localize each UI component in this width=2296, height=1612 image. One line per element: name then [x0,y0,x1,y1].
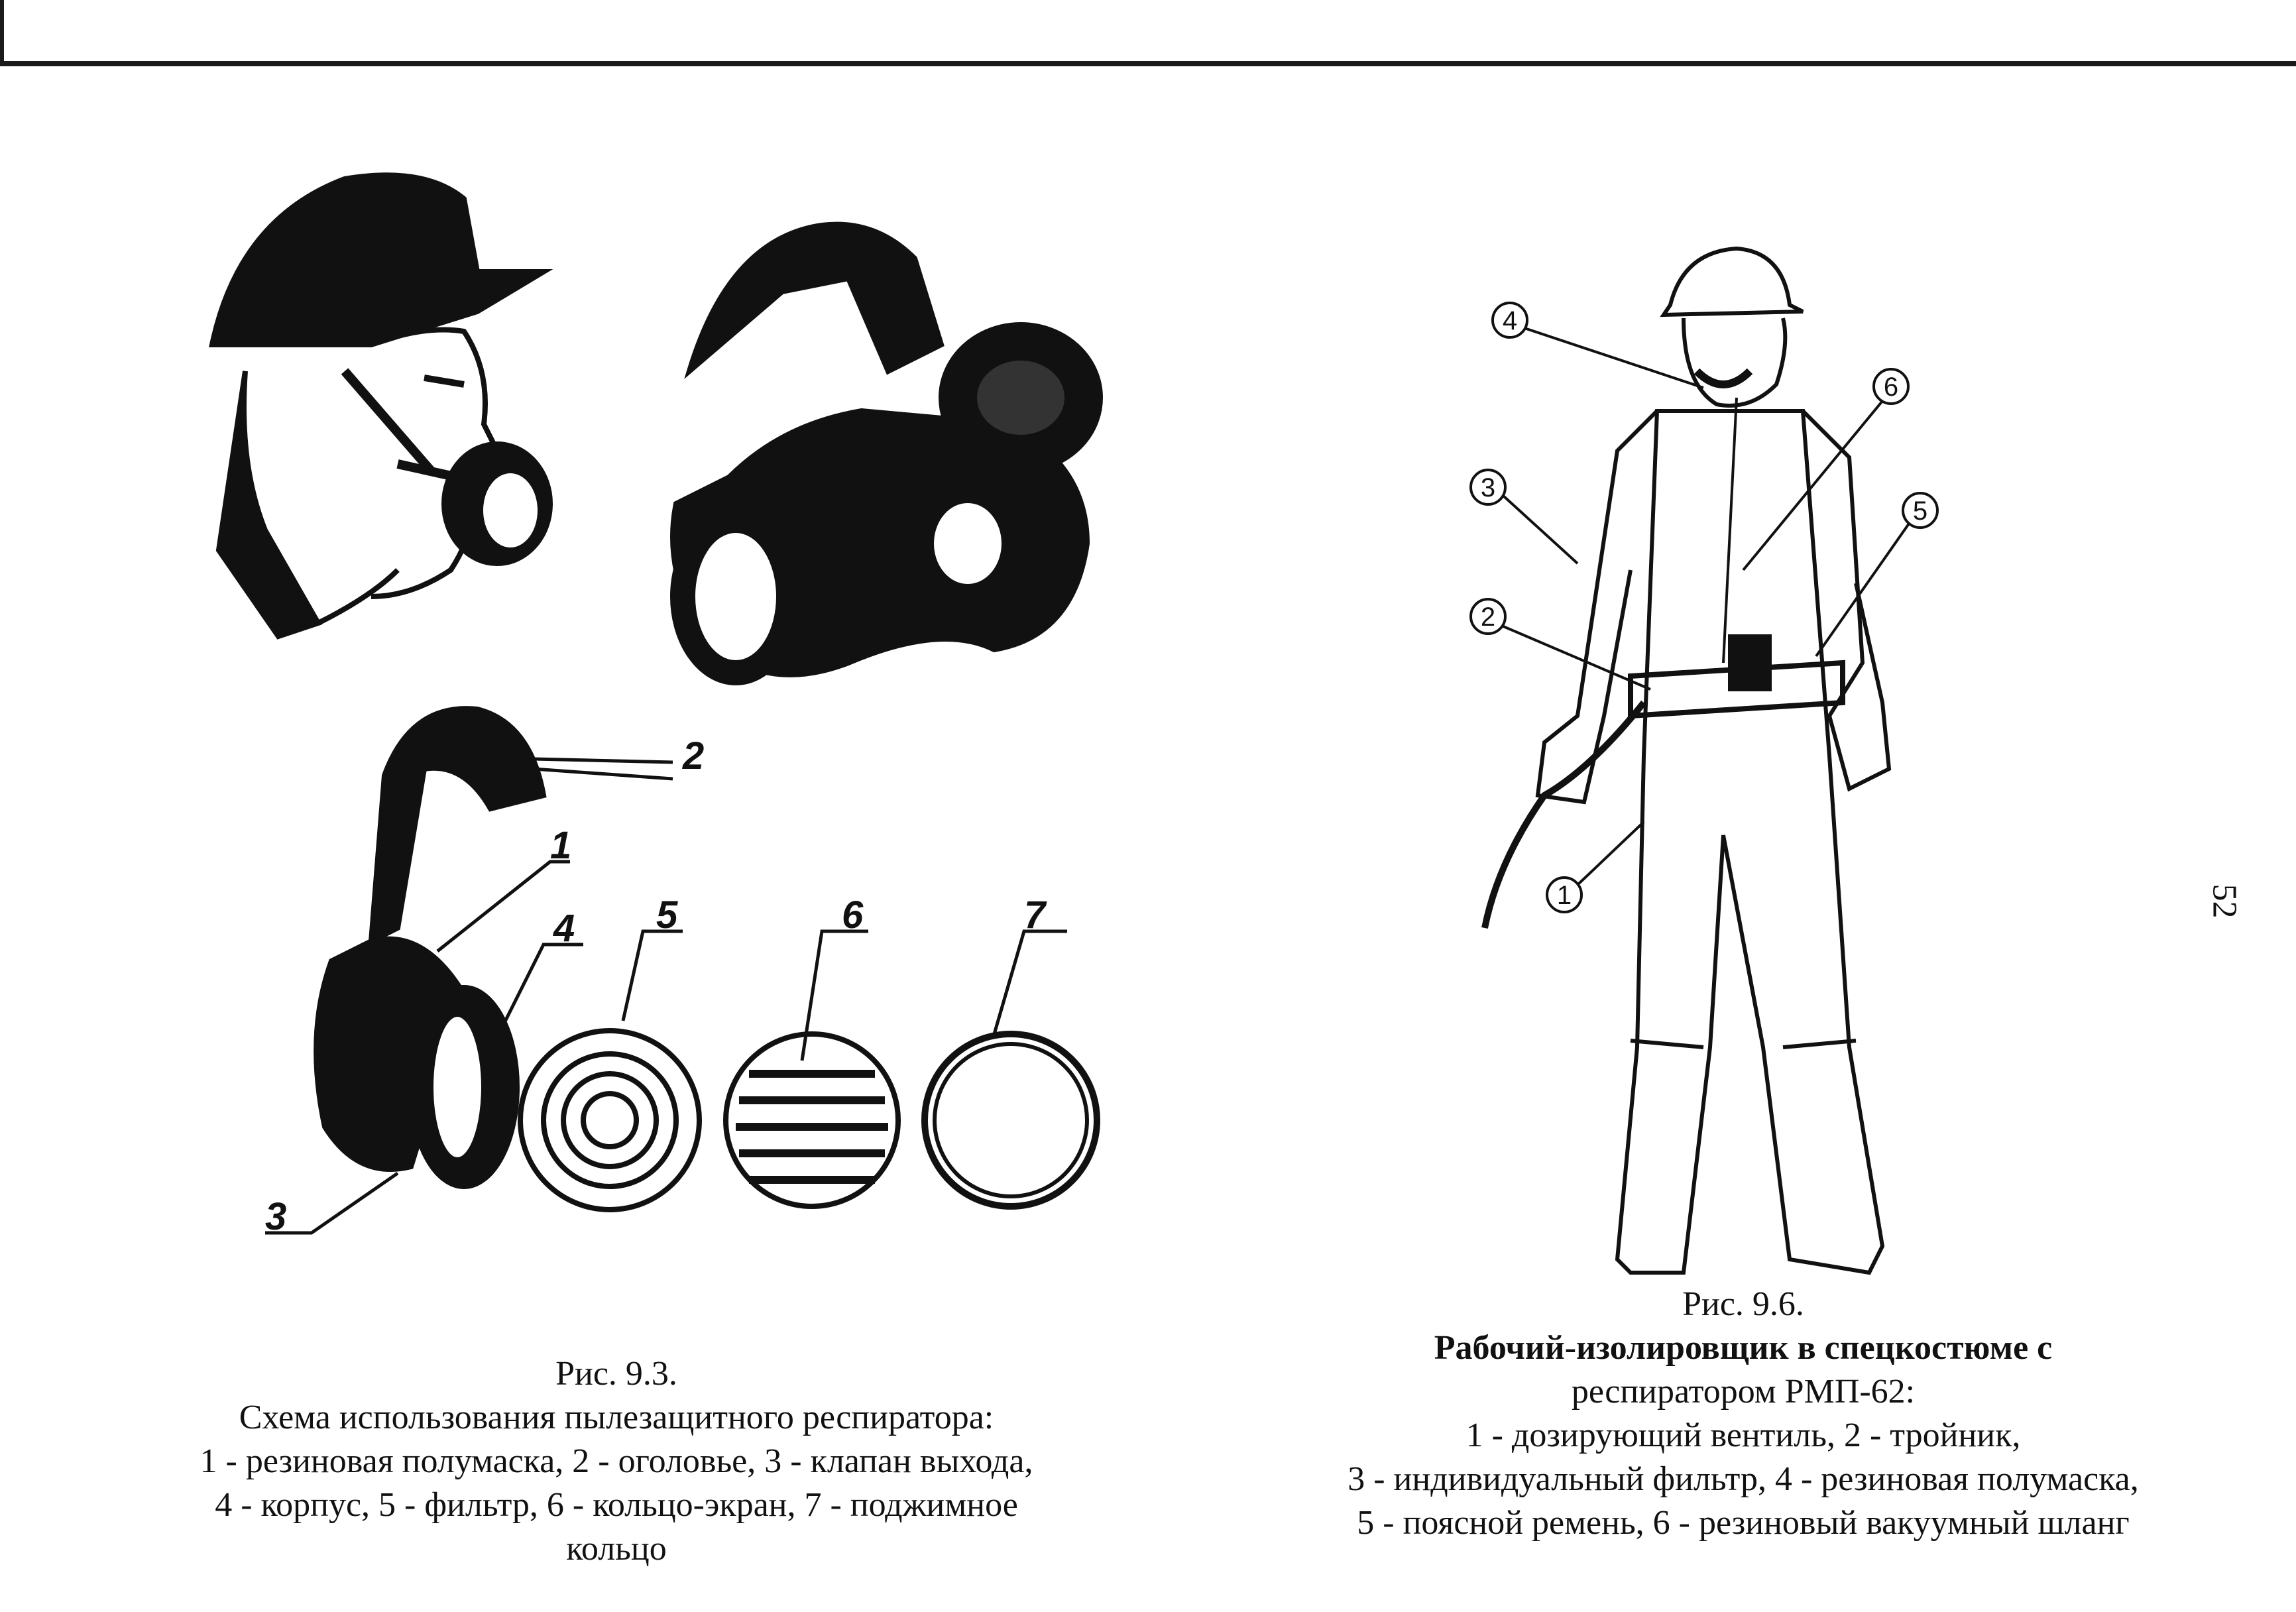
insulation-worker-illustration [1485,249,1889,1273]
figure-title: Схема использования пылезащитного респиратора: [239,1399,994,1436]
legend-line: кольцо [566,1530,667,1568]
respirator-illustration [673,225,1100,683]
callout-1: 1 [1556,881,1572,910]
part-label-3: 3 [265,1195,287,1238]
figure-number: Рис. 9.6. [1682,1285,1804,1323]
part-label-5: 5 [656,893,678,937]
legend-line: 4 - корпус, 5 - фильтр, 6 - кольцо-экран, 7 - поджимное [215,1486,1018,1524]
legend-line: 1 - дозирующий вентиль, 2 - тройник, [1465,1416,2021,1454]
part-label-7: 7 [1024,893,1046,937]
callout-2: 2 [1480,603,1496,632]
callout-6: 6 [1883,373,1899,402]
callout-3: 3 [1480,473,1496,502]
part-label-4: 4 [553,907,575,950]
figure-title-line: Рабочий-изолировщик в спецкостюме с [1434,1329,2053,1367]
part-label-2: 2 [683,734,705,777]
figure-9-6-caption [1246,1283,2240,1545]
legend-line: 3 - индивидуальный фильтр, 4 - резиновая полумаска, [1348,1460,2139,1498]
part-label-1: 1 [550,824,572,867]
legend-line: 5 - поясной ремень, 6 - резиновый вакуумный шланг [1357,1504,2130,1542]
callout-4: 4 [1502,306,1518,335]
figure-title-line: респиратором РМП-62: [1571,1373,1916,1410]
part-label-6: 6 [842,893,864,937]
figure-9-3-caption [119,1352,1114,1571]
figure-number: Рис. 9.3. [555,1355,677,1393]
worker-head-illustration [212,175,550,636]
respirator-exploded-view [265,709,1097,1233]
legend-line: 1 - резиновая полумаска, 2 - оголовье, 3 - клапан выхода, [200,1442,1033,1480]
page-number: 52 [2205,884,2244,919]
callout-5: 5 [1912,496,1928,526]
